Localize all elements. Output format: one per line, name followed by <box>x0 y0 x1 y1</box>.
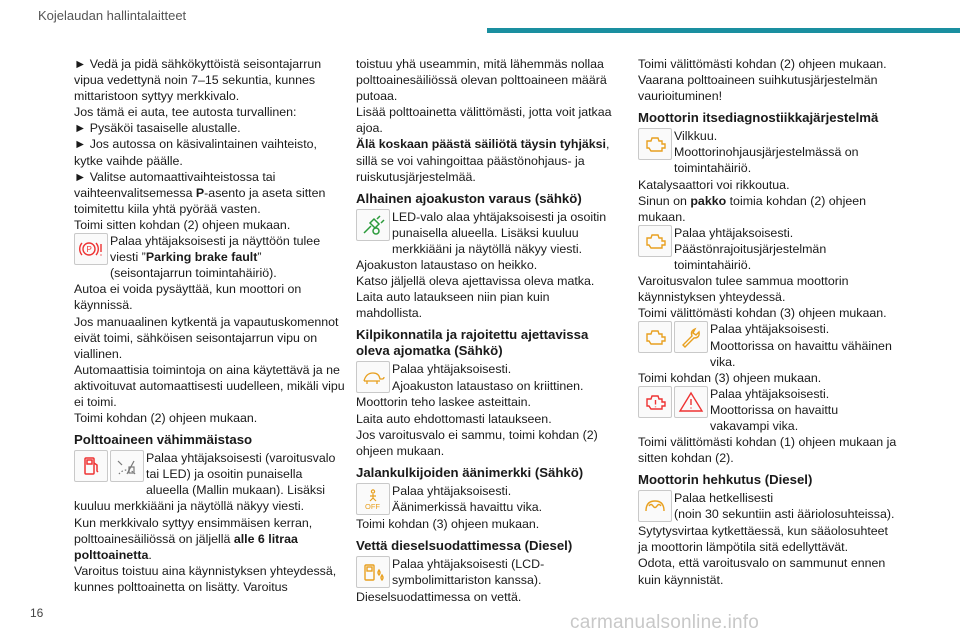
paragraph: Toimi kohdan (2) ohjeen mukaan. <box>74 411 258 426</box>
column-2 <box>356 56 618 605</box>
wrench-icon <box>674 321 708 353</box>
column-1 <box>74 56 346 595</box>
paragraph: Moottorin teho laskee asteittain. <box>356 395 531 410</box>
paragraph: Toimi kohdan (3) ohjeen mukaan. <box>356 516 540 531</box>
major-engine-fault-block: Palaa yhtäjaksoisesti. Moottorissa on havaittu vakavampi vika. <box>638 386 900 434</box>
water-in-fuel-icon <box>356 556 390 588</box>
paragraph: Jos varoitusvalo ei sammu, toimi kohdan (2) ohjeen mukaan. <box>356 427 598 458</box>
fuel-gauge-icon <box>110 450 144 482</box>
warning-triangle-icon <box>674 386 708 418</box>
paragraph: Laita auto lataukseen niin pian kuin mahdollista. <box>356 290 550 321</box>
svg-text:P: P <box>86 245 92 255</box>
glow-plug-block: Palaa hetkellisesti (noin 30 sekuntiin asti ääriolosuhteissa). <box>638 490 900 523</box>
paragraph: ► Jos autossa on käsivalintainen vaihteisto, kytke vaihde päälle. <box>74 137 318 168</box>
parking-brake-fault-icon <box>74 233 108 265</box>
paragraph: Toimi välittömästi kohdan (2) ohjeen mukaan. <box>638 57 887 71</box>
paragraph: Jos tämä ei auta, tee autosta turvallinen: <box>74 105 297 120</box>
emissions-fault-block: Palaa yhtäjaksoisesti. Päästönrajoitusjärjestelmän toimintahäiriö. <box>638 225 900 273</box>
paragraph: Laita auto ehdottomasti lataukseen. <box>356 411 552 426</box>
paragraph: toistuu yhä useammin, mitä lähemmäs nollaa polttoainesäiliössä olevan polttoaineen määrä putoaa. <box>356 57 607 104</box>
section-heading: Moottorin hehkutus (Diesel) <box>638 472 813 488</box>
section-heading: Vettä dieselsuodattimessa (Diesel) <box>356 537 573 553</box>
parking-brake-fault-block: P Palaa yhtäjaksoisesti ja näyttöön tulee viesti ”Parking brake fault” (seisontajarrun toimintahäiriö). <box>74 233 346 281</box>
engine-fault-icon <box>638 386 672 418</box>
paragraph: Toimi välittömästi kohdan (1) ohjeen mukaan ja sitten kohdan (2). <box>638 435 897 466</box>
paragraph: Kun merkkivalo syttyy ensimmäisen kerran, polttoainesäiliössä on jäljellä alle 6 litraa polttoainetta. <box>74 515 313 562</box>
charge-plug-icon <box>356 209 390 241</box>
paragraph: Toimi kohdan (3) ohjeen mukaan. <box>638 370 822 385</box>
turtle-mode-block: Palaa yhtäjaksoisesti. Ajoakuston lataustaso on kriittinen. <box>356 361 618 394</box>
fuel-pump-icon <box>74 450 108 482</box>
paragraph: Toimi sitten kohdan (2) ohjeen mukaan. <box>74 217 291 232</box>
paragraph: ► Valitse automaattivaihteistossa tai vaihteenvalitsemessa P-asento ja aseta sitten toimitettu kiila yhtä pyörää vasten. <box>74 169 326 216</box>
paragraph: Varoitusvalon tulee sammua moottorin käynnistyksen yhteydessä. <box>638 274 849 305</box>
engine-diagnostics-flashing-block: Vilkkuu. Moottorinohjausjärjestelmässä on toimintahäiriö. <box>638 128 900 176</box>
svg-text:OFF: OFF <box>365 501 380 510</box>
glow-plug-icon <box>638 490 672 522</box>
paragraph: Jos manuaalinen kytkentä ja vapautuskomennot eivät toimi, sähköisen seisontajarrun vipu on viallinen. <box>74 314 339 361</box>
paragraph: Katalysaattori voi rikkoutua. <box>638 177 790 192</box>
header-accent-bar <box>487 28 960 33</box>
paragraph: Lisää polttoainetta välittömästi, jotta voit jatkaa ajoa. <box>356 105 612 136</box>
watermark-text: carmanualsonline.info <box>570 612 760 633</box>
paragraph: ► Vedä ja pidä sähkökyttöistä seisontajarrun vipua vedettynä noin 7–15 sekuntia, kunnes mittaristoon syttyy merkkivalo. <box>74 57 322 104</box>
paragraph: ► Pysäköi tasaiselle alustalle. <box>74 121 241 136</box>
paragraph: Ajoakuston lataustaso on heikko. <box>356 258 538 273</box>
paragraph: Toimi välittömästi kohdan (3) ohjeen mukaan. <box>638 306 887 321</box>
section-heading: Jalankulkijoiden äänimerkki (Sähkö) <box>356 464 584 480</box>
paragraph: Odota, että varoitusvalo on sammunut ennen kuin käynnistät. <box>638 556 886 587</box>
engine-warning-icon <box>638 321 672 353</box>
fuel-level-block: Palaa yhtäjaksoisesti (varoitusvalo tai LED) ja osoitin punaisella alueella (Mallin mukaan). Lisäksi kuuluu merkkiääni ja näytöllä näkyy viesti. <box>74 451 336 514</box>
section-heading: Alhainen ajoakuston varaus (sähkö) <box>356 190 582 206</box>
section-heading: Moottorin itsediagnostiikkajärjestelmä <box>638 110 879 126</box>
paragraph: Varoitus toistuu aina käynnistyksen yhteydessä, kunnes polttoainetta on lisätty. Varoitus <box>74 563 337 594</box>
section-heading: Polttoaineen vähimmäistaso <box>74 432 253 448</box>
pedestrian-sound-block: OFF Palaa yhtäjaksoisesti. Äänimerkissä havaittu vika. <box>356 483 618 516</box>
turtle-icon <box>356 361 390 393</box>
page-number: 16 <box>30 606 44 620</box>
paragraph: Dieselsuodattimessa on vettä. <box>356 589 522 604</box>
engine-warning-icon <box>638 225 672 257</box>
section-heading: Kilpikonnatila ja rajoitettu ajettavissa oleva ajomatka (Sähkö) <box>356 327 589 359</box>
paragraph: Automaattisia toimintoja on aina käytettävä ja ne aktivoituvat automaattisesti uudelleen, mikäli vipu ei toimi. <box>74 362 345 409</box>
paragraph: Katso jäljellä oleva ajettavissa oleva matka. <box>356 274 595 289</box>
header-title: Kojelaudan hallintalaitteet <box>38 8 187 23</box>
engine-warning-icon <box>638 128 672 160</box>
paragraph: Sinun on pakko toimia kohdan (2) ohjeen mukaan. <box>638 193 866 224</box>
paragraph: Sytytysvirtaa kytkettäessä, kun sääolosuhteet ja moottorin lämpötila sitä edellyttävät. <box>638 524 889 555</box>
pedestrian-sound-off-icon <box>356 483 390 515</box>
column-3 <box>638 56 900 588</box>
minor-engine-fault-block: Palaa yhtäjaksoisesti. Moottorissa on havaittu vähäinen vika. <box>638 321 900 369</box>
low-charge-block: LED-valo alaa yhtäjaksoisesti ja osoitin punaisella alueella. Lisäksi kuuluu merkkiääni ja näytöllä näkyy viesti. <box>356 209 618 257</box>
paragraph: Autoa ei voida pysäyttää, kun moottori on käynnissä. <box>74 282 302 313</box>
paragraph: Älä koskaan päästä säiliötä täysin tyhjäksi, sillä se voi vahingoittaa päästönohjaus- ja ruiskutusjärjestelmää. <box>356 137 610 184</box>
paragraph: Vaarana polttoaineen suihkutusjärjestelmän vaurioituminen! <box>638 73 878 104</box>
water-in-diesel-block: Palaa yhtäjaksoisesti (LCD-symbolimittariston kanssa). <box>356 556 618 589</box>
